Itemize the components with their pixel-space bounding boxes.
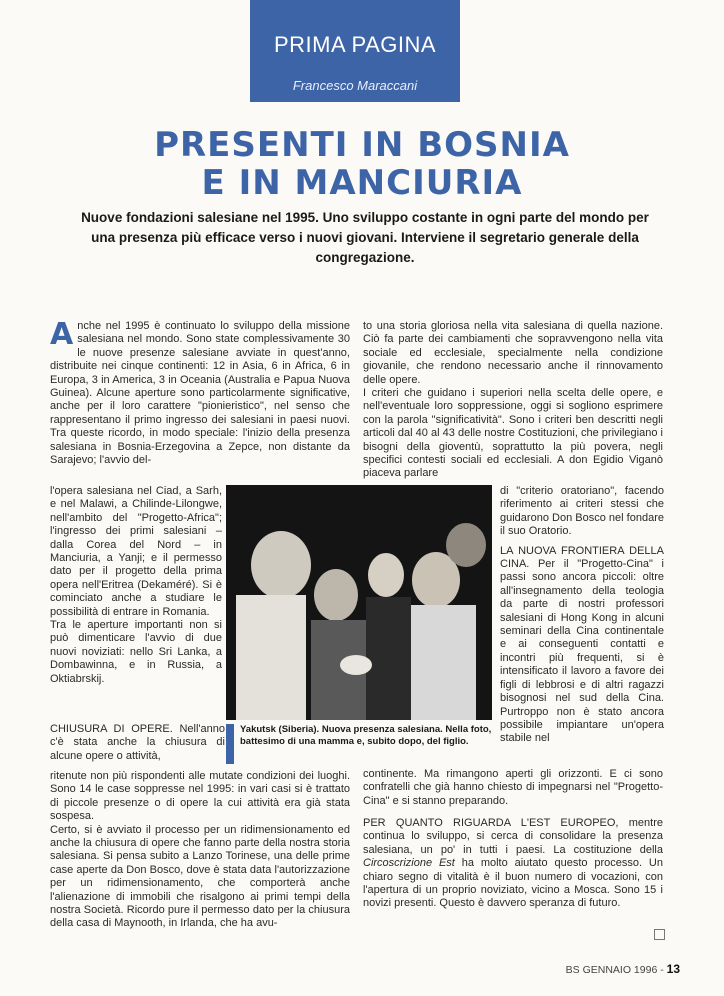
drop-cap: A	[50, 317, 74, 352]
paragraph: I criteri che guidano i superiori nella scelta delle opere, e nell'eventuale loro soppressione, oggi si sogliono esprimere con la parola "significatività". Sono i criteri ben descritti negli articoli dal 40 al 43 delle nostre Costituzioni, che privilegiano i bisogni della gioventù, soprattutto la più povera, negli specifici contesti sociali ed ecclesiali. A don Egidio Viganò piaceva parlare	[363, 387, 663, 480]
end-of-article-mark	[654, 929, 665, 940]
column-1-beside-photo	[50, 485, 222, 686]
column-2-top	[363, 320, 663, 481]
title-line-1: PRESENTI IN BOSNIA	[154, 125, 570, 165]
article-subtitle: Nuove fondazioni salesiane nel 1995. Uno sviluppo costante in ogni parte del mondo per una presenza più efficace verso i nuovi giovani. Interviene il segretario generale della congregazione.	[81, 210, 649, 265]
paragraph: CHIUSURA DI OPERE. Nell'anno c'è stata anche la chiusura di alcune opere o attività,	[50, 723, 225, 762]
column-1-bottom	[50, 770, 350, 931]
paragraph: ha molto aiutato questo processo. Un chiaro segno di vitalità è il buon numero di vocazioni, con l'apertura di un proprio noviziato, vicino a Mosca. Sono 15 i novizi presenti. Questo è davvero speranza di futuro.	[363, 857, 663, 910]
paragraph: Tra le aperture importanti non si può dimenticare l'avvio di due nuovi noviziati: nello Sri Lanka, a Dombawinna, e in Russia, a Oktiabrskij.	[50, 619, 222, 685]
paragraph: LA NUOVA FRONTIERA DELLA CINA. Per il "Progetto-Cina" i passi sono ancora piccoli: oltre all'insegnamento della teologia da parte di nostri professori salesiani di Hong Kong in alcuni seminari della Cina continentale e ai conseguenti contatti e incontri più frequenti, si è intensificato il lavoro a favore dei figli di lebbrosi e di altri ragazzi bisognosi nel sud della Cina. Purtroppo non è stato ancora possibile impiantare un'opera stabile nel	[500, 544, 664, 745]
paragraph: PER QUANTO RIGUARDA L'EST EUROPEO, mentre continua lo sviluppo, si cerca di consolidare la presenza salesiana, un po' in tutti i paesi. La costituzione della	[363, 817, 663, 856]
paragraph: continente. Ma rimangono aperti gli orizzonti. E ci sono confratelli che già hanno chiesto di impegnarsi nel "Progetto-Cina" e si stanno preparando.	[363, 768, 663, 807]
title-line-2: E IN MANCIURIA	[201, 163, 523, 203]
column-1-top	[50, 317, 350, 467]
page-number: 13	[666, 962, 680, 976]
photo-illustration	[226, 485, 492, 720]
column-1-subhead-chiusura	[50, 723, 225, 763]
column-2-continuation	[363, 768, 663, 808]
paragraph: nche nel 1995 è continuato lo sviluppo della missione salesiana nel mondo. Sono state complessivamente 30 le nuove presenze salesiane avviate in quest'anno, distribuite nei cinque continenti: 12 in Asia, 6 in Africa, 6 in Europa, 3 in America, 3 in Oceania (Australia e Papua Nuova Guinea). Alcune aperture sono particolarmente significative, anche per il loro carattere "pionieristico", nel senso che rappresentano il primo ingresso dei salesiani in paesi nuovi. Tra queste ricordo, in modo speciale: l'inizio della presenza salesiana in Bosnia-Erzegovina a Zepce, non distante da Sarajevo; l'avvio del-	[50, 320, 350, 467]
section-label: PRIMA PAGINA	[273, 32, 437, 57]
article-title	[0, 126, 724, 202]
author-name: Francesco Maraccani	[292, 78, 418, 93]
page-footer	[560, 962, 680, 976]
paragraph: to una storia gloriosa nella vita salesiana di quella nazione. Ciò fa parte dei cambiamenti che sopravvengono nella vita sociale ed ecclesiale, specialmente nella condizione giovanile, che rendono necessario anche il rinnovamento delle opere.	[363, 320, 663, 386]
paragraph: ritenute non più rispondenti alle mutate condizioni dei luoghi. Sono 14 le case soppresse nel 1995: in vari casi si è trattato di piccole presenze o di opere la cui attività era già stata sospesa.	[50, 770, 350, 823]
emphasis: Circoscrizione Est	[363, 857, 455, 870]
caption-marker	[226, 724, 234, 764]
photo-caption: Yakutsk (Siberia). Nuova presenza salesiana. Nella foto, battesimo di una mamma e, subito dopo, del figlio.	[240, 724, 492, 747]
paragraph: l'opera salesiana nel Ciad, a Sarh, e nel Malawi, a Chilinde-Lilongwe, nell'ambito del "Progetto-Africa"; l'ingresso dei primi salesiani – dalla Corea del Nord – in Manciuria, a Yanji; e il permesso dato per il progetto della prima opera nell'Eritrea (Dekaméré). Si è cominciato anche a studiare le possibilità di entrare in Romania.	[50, 485, 222, 618]
column-2-beside-photo	[500, 485, 664, 746]
issue-label: BS GENNAIO 1996 -	[565, 964, 664, 976]
column-2-bottom	[363, 817, 663, 911]
article-photo	[226, 485, 492, 720]
paragraph: Certo, si è avviato il processo per un ridimensionamento ed anche la chiusura di opere che fanno parte della nostra storia salesiana. Si pensa subito a Lanzo Torinese, una delle prime case aperte da Don Bosco, dove è stata data l'autorizzazione per un ridimensionamento, che comporterà anche l'alienazione di immobili che risalgono ai primi tempi della nostra Società. Ricordo pure il permesso dato per la chiusura della casa di Maynooth, in Irlanda, che ha avu-	[50, 823, 350, 930]
paragraph: di "criterio oratoriano", facendo riferimento ai criteri stessi che guidarono Don Bosco nel fondare il suo Oratorio.	[500, 485, 664, 538]
